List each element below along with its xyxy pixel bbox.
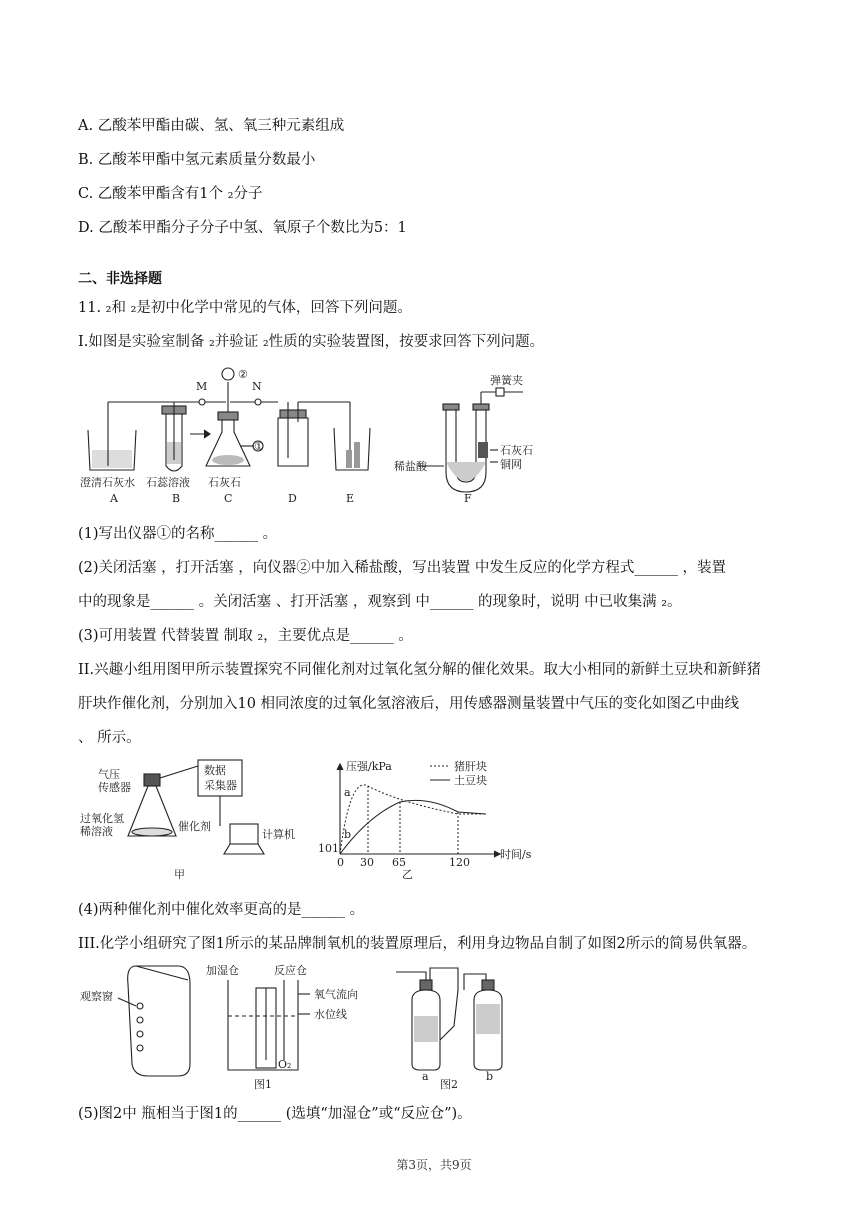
label-b-content: 石蕊溶液 bbox=[146, 476, 190, 489]
q11-part2b: 肝块作催化剂，分别加入10 相同浓度的过氧化氢溶液后，用传感器测量装置中气压的变化如图乙中曲线 bbox=[78, 696, 740, 712]
label-collector-2: 采集器 bbox=[204, 779, 237, 792]
option-d: D. 乙酸苯甲酯分子分子中氢、氧原子个数比为5：1 bbox=[78, 220, 407, 236]
q11-part2c: 、 所示。 bbox=[78, 730, 141, 746]
q11-sub1: (1)写出仪器①的名称______ 。 bbox=[78, 526, 278, 542]
curve-potato bbox=[340, 800, 486, 854]
q11-part3: III.化学小组研究了图1所示的某品牌制氧机的装置原理后，利用身边物品自制了如图2所示的简易供氧器。 bbox=[78, 936, 757, 952]
label-d: D bbox=[288, 492, 297, 505]
q11-part2a: II.兴趣小组用图甲所示装置探究不同催化剂对过氧化氢分解的催化效果。取大小相同的新鲜土豆块和新鲜猪 bbox=[78, 662, 762, 678]
x-tick-30: 30 bbox=[360, 856, 374, 869]
option-c: C. 乙酸苯甲酯含有1个 ₂分子 bbox=[78, 186, 263, 202]
legend-liver: 猪肝块 bbox=[454, 760, 487, 773]
label-sensor-2: 传感器 bbox=[98, 781, 131, 794]
chart-ylabel: 压强/kPa bbox=[346, 760, 392, 773]
chart-xlabel: 时间/s bbox=[500, 848, 532, 861]
x-tick-120: 120 bbox=[449, 856, 470, 869]
label-circle1: ① bbox=[254, 440, 264, 453]
label-c: C bbox=[224, 492, 233, 505]
curve-liver bbox=[340, 785, 486, 854]
catalyst-figure bbox=[78, 756, 532, 886]
label-water-line: 水位线 bbox=[314, 1008, 347, 1021]
q11-sub5: (5)图2中 瓶相当于图1的______ (选填“加湿仓”或“反应仓”)。 bbox=[78, 1106, 472, 1122]
q11-stem: 11. ₂和 ₂是初中化学中常见的气体，回答下列问题。 bbox=[78, 300, 412, 316]
bottle-d bbox=[278, 418, 308, 466]
caption-fig1: 图1 bbox=[254, 1078, 272, 1091]
q11-part1: I.如图是实验室制备 ₂并验证 ₂性质的实验装置图，按要求回答下列问题。 bbox=[78, 334, 545, 350]
y0-label: 101 bbox=[318, 842, 339, 855]
option-a: A. 乙酸苯甲酯由碳、氢、氧三种元素组成 bbox=[78, 118, 345, 134]
label-o2-flow: 氧气流向 bbox=[314, 988, 358, 1001]
caption-fig2: 图2 bbox=[440, 1078, 458, 1091]
page-footer: 第3页，共9页 bbox=[396, 1158, 472, 1172]
label-react: 反应仓 bbox=[274, 964, 307, 977]
label-humidify: 加湿仓 bbox=[206, 964, 239, 977]
pressure-chart bbox=[340, 785, 486, 854]
q11-sub2a: (2)关闭活塞 ，打开活塞 ，向仪器②中加入稀盐酸，写出装置 中发生反应的化学方程式______ ，装置 bbox=[78, 560, 726, 576]
curve-a-label: a bbox=[344, 786, 351, 799]
label-e: E bbox=[346, 492, 355, 505]
label-bottle-b: b bbox=[486, 1070, 494, 1083]
label-limestone-f: 石灰石 bbox=[500, 444, 533, 457]
label-o2: O₂ bbox=[278, 1058, 292, 1071]
label-circle2: ② bbox=[238, 368, 248, 381]
label-f: F bbox=[464, 492, 472, 505]
label-acid: 稀盐酸 bbox=[394, 460, 427, 473]
label-clip: 弹簧夹 bbox=[490, 374, 523, 387]
q11-sub3: (3)可用装置 代替装置 制取 ₂，主要优点是______ 。 bbox=[78, 628, 413, 644]
label-window: 观察窗 bbox=[80, 990, 113, 1003]
figure1-container bbox=[228, 980, 298, 1070]
label-copper-net: 铜网 bbox=[500, 458, 522, 471]
label-a: A bbox=[110, 492, 118, 505]
label-sensor-1: 气压 bbox=[98, 768, 120, 781]
legend-potato: 土豆块 bbox=[454, 774, 487, 787]
label-bottle-a: a bbox=[422, 1070, 429, 1083]
label-collector-1: 数据 bbox=[204, 764, 226, 777]
label-h2o2-2: 稀溶液 bbox=[80, 825, 113, 838]
q11-sub2b: 中的现象是______ 。关闭活塞 、打开活塞 ，观察到 中______ 的现象时，说明 中已收集满 ₂。 bbox=[78, 594, 682, 610]
section-title: 二、非选择题 bbox=[78, 271, 162, 287]
label-computer: 计算机 bbox=[262, 828, 295, 841]
q11-sub4: (4)两种催化剂中催化效率更高的是______ 。 bbox=[78, 902, 365, 918]
label-n: N bbox=[252, 380, 262, 393]
label-a-content: 澄清石灰水 bbox=[80, 476, 135, 489]
caption-jia: 甲 bbox=[174, 868, 185, 881]
curve-b-label: b bbox=[344, 828, 352, 841]
option-b: B. 乙酸苯甲酯中氢元素质量分数最小 bbox=[78, 152, 316, 168]
computer-screen bbox=[230, 824, 258, 844]
oxygen-machine-figure bbox=[78, 960, 518, 1092]
label-b: B bbox=[172, 492, 181, 505]
x-tick-65: 65 bbox=[392, 856, 406, 869]
label-h2o2-1: 过氧化氢 bbox=[80, 812, 124, 825]
caption-yi: 乙 bbox=[402, 868, 413, 881]
x-tick-0: 0 bbox=[337, 856, 344, 869]
label-catalyst: 催化剂 bbox=[178, 820, 211, 833]
label-c-content: 石灰石 bbox=[208, 476, 241, 489]
apparatus-figure bbox=[78, 362, 558, 512]
label-m: M bbox=[196, 380, 208, 393]
